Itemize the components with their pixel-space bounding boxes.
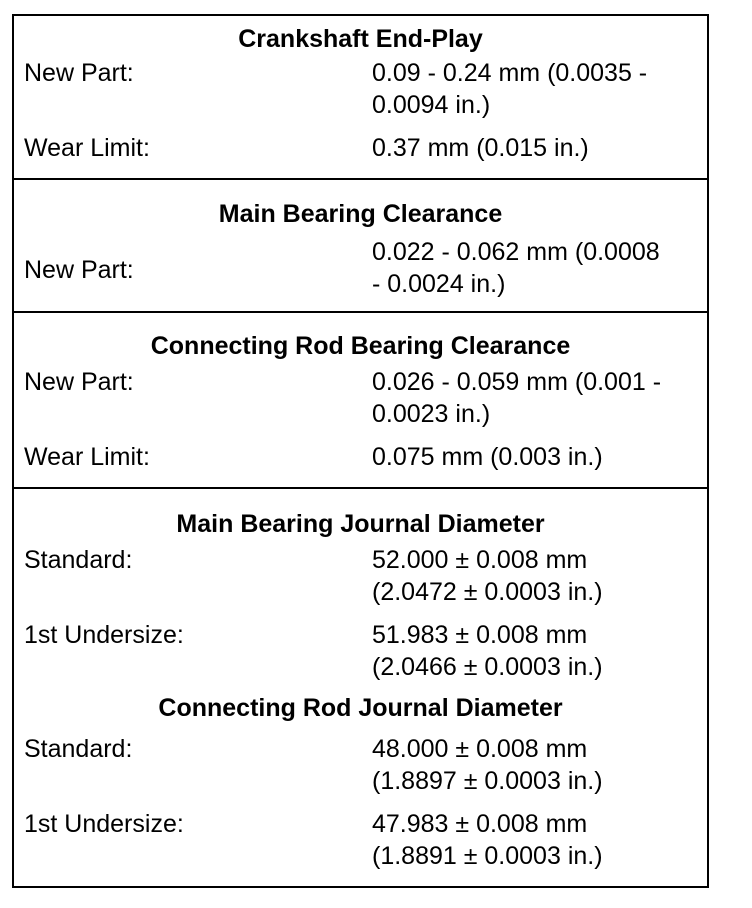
spec-row bbox=[14, 808, 707, 872]
spec-label: 1st Undersize: bbox=[24, 621, 184, 649]
spec-row bbox=[14, 132, 707, 164]
spec-label: New Part: bbox=[24, 368, 134, 396]
spec-value: 0.09 - 0.24 mm (0.0035 - 0.0094 in.) bbox=[372, 59, 648, 119]
section-title: Connecting Rod Bearing Clearance bbox=[150, 332, 571, 360]
spec-row bbox=[14, 441, 707, 473]
spec-label: Wear Limit: bbox=[24, 134, 150, 162]
spec-label: New Part: bbox=[24, 59, 134, 87]
spec-label: Standard: bbox=[24, 735, 133, 763]
section-crankshaft-end-play bbox=[14, 16, 707, 180]
section-journal-diameters bbox=[14, 489, 707, 872]
spec-value: 0.37 mm (0.015 in.) bbox=[372, 134, 589, 162]
spec-row bbox=[14, 733, 707, 797]
spec-row bbox=[14, 366, 707, 430]
spec-row bbox=[14, 544, 707, 608]
spec-label: Wear Limit: bbox=[24, 443, 150, 471]
section-title: Main Bearing Clearance bbox=[218, 200, 503, 228]
spec-row bbox=[14, 236, 707, 300]
spec-value: 47.983 ± 0.008 mm (1.8891 ± 0.0003 in.) bbox=[372, 810, 603, 870]
section-title: Crankshaft End-Play bbox=[238, 25, 483, 53]
spec-row bbox=[14, 619, 707, 683]
spec-value: 0.026 - 0.059 mm (0.001 - 0.0023 in.) bbox=[372, 368, 662, 428]
spec-row bbox=[14, 57, 707, 121]
spec-label: Standard: bbox=[24, 546, 133, 574]
section-connecting-rod-bearing-clearance bbox=[14, 313, 707, 489]
spec-value: 52.000 ± 0.008 mm (2.0472 ± 0.0003 in.) bbox=[372, 546, 603, 606]
subsection-title: Connecting Rod Journal Diameter bbox=[158, 694, 563, 722]
spec-value: 0.075 mm (0.003 in.) bbox=[372, 443, 603, 471]
specification-table bbox=[12, 14, 709, 888]
spec-value: 0.022 - 0.062 mm (0.0008 - 0.0024 in.) bbox=[372, 238, 660, 298]
spec-value: 51.983 ± 0.008 mm (2.0466 ± 0.0003 in.) bbox=[372, 621, 603, 681]
spec-value: 48.000 ± 0.008 mm (1.8897 ± 0.0003 in.) bbox=[372, 735, 603, 795]
spec-label: 1st Undersize: bbox=[24, 810, 184, 838]
section-main-bearing-clearance bbox=[14, 180, 707, 313]
section-title: Main Bearing Journal Diameter bbox=[176, 510, 545, 538]
spec-label: New Part: bbox=[24, 256, 134, 284]
